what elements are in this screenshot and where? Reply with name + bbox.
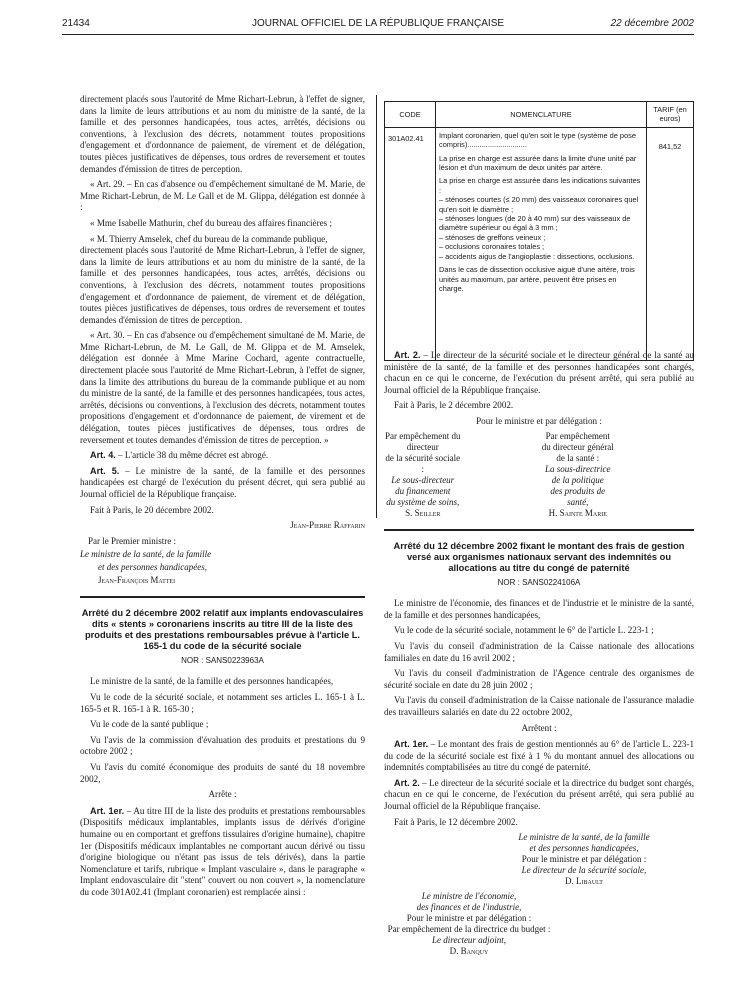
signature-line: des finances et de l'industrie, [416,902,522,913]
signature-line: Par empêchement [545,430,610,441]
left-column [80,94,365,902]
list-item: – occlusions coronaires totales ; [439,242,545,252]
column-header: TARIF (en euros) [647,102,694,128]
paragraph: Vu l'avis du conseil d'administration de la Caisse nationale de l'assurance maladie des travailleurs salariés en date du 22 octobre 2002, [384,695,694,717]
signature-line: Pour le ministre et par délégation : [406,913,532,924]
journal-title: JOURNAL OFFICIEL DE LA RÉPUBLIQUE FRANÇAISE [251,18,505,29]
arrete-heading: Arrête : [208,789,237,800]
table-row [385,127,694,360]
paragraph: « Mme Isabelle Mathurin, chef du bureau des affaires financières ; [90,217,332,228]
price-cell: 841,52 [647,127,694,360]
article-text: – Au titre III de la liste des produits et prestations remboursables (Dispositifs médicaux implantables, implants issus de dérivés d'origine humaine ou en comportant et greffons tissulaires d'origine humaine), chapitre 1er (Dispositifs médicaux implantables ne comportant aucun dérivé ou tissu d'origine biologique ou n'étant pas issus de tels dérivés), dans la partie Nomenclature et tarifs, rubrique « Implant vasculaire », dans le paragraphe « Implant endovasculaire dit "stent" couvert ou non couvert », la nomenclature du code 301A02.41 (Implant coronarien) est remplacée ainsi : [80,805,365,897]
table-header-row [385,102,694,128]
nor-reference: NOR : SANS0224106A [497,577,581,587]
list-item: – sténoses courtes (≤ 20 mm) des vaisseaux coronaires quel qu'en soit le diamètre ; [439,195,639,214]
done-at-date: Fait à Paris, le 2 décembre 2002. [394,400,514,411]
section-separator [80,596,365,598]
minister-title: Le ministre de la santé, de la famille [80,548,212,559]
article-5 [80,466,365,501]
article-2 [384,778,694,813]
signatory-name: D. Libault [565,876,603,887]
list-item: La prise en charge est assurée dans les indications suivantes : [439,176,641,195]
signature-line: et des personnes handicapées, [529,843,639,854]
signatory-name: H. Sainte Marie [548,507,607,518]
nor-reference: NOR : SANS0223963A [181,655,264,665]
signature-line: Par empêchement de la directrice du budget : [387,924,551,935]
decree-title: Arrêté du 2 décembre 2002 relatif aux implants endovasculaires dits « stents » coronariens inscrits au titre III de la liste des produits et des prestations remboursables prévue à l'article L. 165-1 du code de la sécurité sociale [81,607,364,651]
signature-line: des produits de santé, [550,485,606,507]
article-29: « Art. 29. – En cas d'absence ou d'empêchement simultané de M. Marie, de Mme Richart-Lebrun, de M. Le Gall et de M. Glippa, délégation est donnée à : [80,179,365,213]
page-header [62,18,694,32]
list-item: Implant coronarien, quel qu'en soit le type (système de pose compris)............................. [439,130,636,150]
paragraph: Vu l'avis du comité économique des produits de santé du 18 novembre 2002, [80,761,365,784]
paragraph: Le ministre de l'économie, des finances et de l'industrie et le ministre de la santé, de la famille et des personnes handicapées, [384,598,694,620]
paragraph: Vu le code de la sécurité sociale, et notamment ses articles L. 165-1 à L. 165-5 et R. 165-1 à R. 165-30 ; [80,691,365,714]
list-item: – accidents aigus de l'angioplastie : dissections, occlusions. [439,251,635,261]
list-item: La prise en charge est assurée dans la limite d'une unité par lésion et d'un maximum de deux unités par artère. [439,153,637,173]
article-label: Art. 5. [90,465,120,476]
signature-line: La sous-directrice [545,463,611,474]
signature-line: Par empêchement du directeur [385,430,461,452]
done-at-date: Fait à Paris, le 20 décembre 2002. [90,504,214,515]
signature-line: Le ministre de la santé, de la famille [518,832,650,843]
signature-line: de la politique [551,474,604,485]
signature-line: Le directeur adjoint, [432,935,506,946]
section-separator [384,529,694,531]
right-column [384,350,694,957]
minister-name: Jean-François Mattei [98,574,176,585]
signature-line: du directeur général de la santé : [541,441,614,463]
article-label: Art. 4. [90,450,116,461]
column-header: NOMENCLATURE [436,102,647,128]
paragraph: Vu le code de la sécurité sociale, notamment le 6° de l'article L. 223-1 ; [394,625,654,636]
minister-title: et des personnes handicapées, [98,561,207,572]
nomenclature-cell [436,127,647,360]
article-4 [80,450,365,462]
decree-title: Arrêté du 12 décembre 2002 fixant le montant des frais de gestion versé aux organismes nationaux servant des indemnités ou allocations au titre du congé de paternité [393,540,685,573]
signature-block-economy [384,891,554,957]
paragraph: directement placés sous l'autorité de Mme Richart-Lebrun, à l'effet de signer, dans la limite de leurs attributions et au nom du ministre de la santé, de la famille et des personnes handicapées, tous actes, arrêtés, décisions ou conventions, à l'exclusion des décrets, notamment toutes propositions d'engagement et d'ordonnance de paiement, de virement et de délégation, toutes pièces justificatives de dépenses, tous ordres de reversement et toutes demandes d'émission de titres de perception. [80,245,365,325]
column-divider [376,95,377,518]
article-label: Art. 2. [394,350,421,360]
list-item: Dans le cas de dissection occlusive aiguë d'une artère, trois unités au maximum, par artère, peuvent être prises en charge. [439,265,635,293]
column-header: CODE [385,102,436,128]
signature-block-health [474,832,694,887]
list-item: – sténoses longues (de 20 à 40 mm) sur des vaisseaux de diamètre supérieur ou égal à 3 mm ; [439,214,631,233]
article-text: – L'article 38 du même décret est abrogé. [115,450,269,461]
list-item: – sténoses de greffons veineux ; [439,232,546,242]
signature-block [384,431,694,519]
signature-line: Le ministre de l'économie, [421,891,517,902]
paragraph: Vu l'avis de la commission d'évaluation des produits et prestations du 9 octobre 2002 ; [80,734,365,757]
paragraph: directement placés sous l'autorité de Mme Richart-Lebrun, à l'effet de signer, dans la limite de leurs attributions et au nom du ministre de la santé, de la famille et des personnes handicapées, tous actes, arrêtés, décisions ou conventions, à l'exclusion des décrets, notamment toutes propositions d'engagement et d'ordonnance de paiement, de virement et de délégation, toutes pièces justificatives de dépenses, tous ordres de reversement et toutes demandes d'émission de titres de perception. [80,94,365,174]
done-at-date: Fait à Paris, le 12 décembre 2002. [394,816,518,827]
signature-line: Le sous-directeur [391,474,455,485]
signature-line: du financement [395,485,451,496]
paragraph: Vu l'avis du conseil d'administration de l'Agence centrale des organismes de sécurité sociale en date du 28 juin 2002 ; [384,668,694,690]
article-2 [384,350,694,396]
header-rule [62,34,694,35]
signatory-name: D. Banquy [449,946,489,957]
paragraph: Vu l'avis du conseil d'administration de la Caisse nationale des allocations familiales en date du 16 avril 2002 ; [384,640,694,663]
paragraph: « M. Thierry Amselek, chef du bureau de la commande publique, [90,233,328,244]
article-text: – Le montant des frais de gestion mentionnés au 6° de l'article L. 223-1 du code de la sécurité sociale est fixé à 1 % du montant annuel des allocations ou indemnités comptabilisées au titre du congé de paternité. [384,739,694,773]
nomenclature-table [384,101,694,361]
paragraph: Vu le code de la santé publique ; [90,719,209,730]
signature-line: de la sécurité sociale : [385,452,461,474]
signature-right [539,431,694,519]
article-text: – Le ministre de la santé, de la famille et des personnes handicapées est chargé de l'exécution du présent décret, qui sera publié au Journal officiel de la République française. [80,465,365,499]
article-30: « Art. 30. – En cas d'absence ou d'empêchement simultané de M. Marie, de Mme Richart-Lebrun, de M. Le Gall, de M. Glippa et de M. Amselek, délégation est donnée à Mme Marine Cochard, agente contractuelle, directement placée sous l'autorité de Mme Richart-Lebrun, à l'effet de signer, dans la limite des attributions du bureau de la commande publique et au nom du ministre de la santé, de la famille et des personnes handicapées, tous actes, arrêtés, décisions ou conventions, à l'exclusion des décrets, notamment toutes propositions d'engagement et d'ordonnance de paiement, de virement et de délégation, toutes pièces justificatives de dépenses, tous ordres de reversement et toutes demandes d'émission de titres de perception. » [80,330,365,445]
signatory-name: S. Seiller [405,507,441,518]
article-label: Art. 1er. [90,805,125,816]
signature-left [384,431,539,519]
article-1 [80,806,365,899]
paragraph: Le ministre de la santé, de la famille et des personnes handicapées, [90,676,334,687]
issue-date: 22 décembre 2002 [610,18,694,29]
article-1 [384,739,694,774]
delegation-line: Pour le ministre et par délégation : [476,415,602,426]
signature-line: Pour le ministre et par délégation : [521,854,647,865]
article-text: – Le directeur de la sécurité sociale et la directrice du budget sont chargés, chacun en ce qui le concerne, de l'exécution du présent arrêté, qui sera publié au Journal officiel de la République française. [384,777,694,812]
page-number: 21434 [62,18,90,29]
article-label: Art. 1er. [394,739,429,750]
arretent-heading: Arrêtent : [521,722,557,733]
signature-line: du système de soins, [386,496,460,507]
article-label: Art. 2. [394,777,420,788]
signature-line: Le directeur de la sécurité sociale, [521,865,647,876]
signature-prime-minister: Jean-Pierre Raffarin [290,520,365,531]
article-text: – Le directeur de la sécurité sociale et le directeur général de la santé au ministère de la santé, de la famille et des personnes handicapées sont chargés, chacun en ce qui le concerne, de l'exécution du présent arrêté, qui sera publié au Journal officiel de la République française. [384,350,694,395]
code-cell: 301A02.41 [385,127,436,360]
by-prime-minister: Par le Premier ministre : [88,535,176,546]
